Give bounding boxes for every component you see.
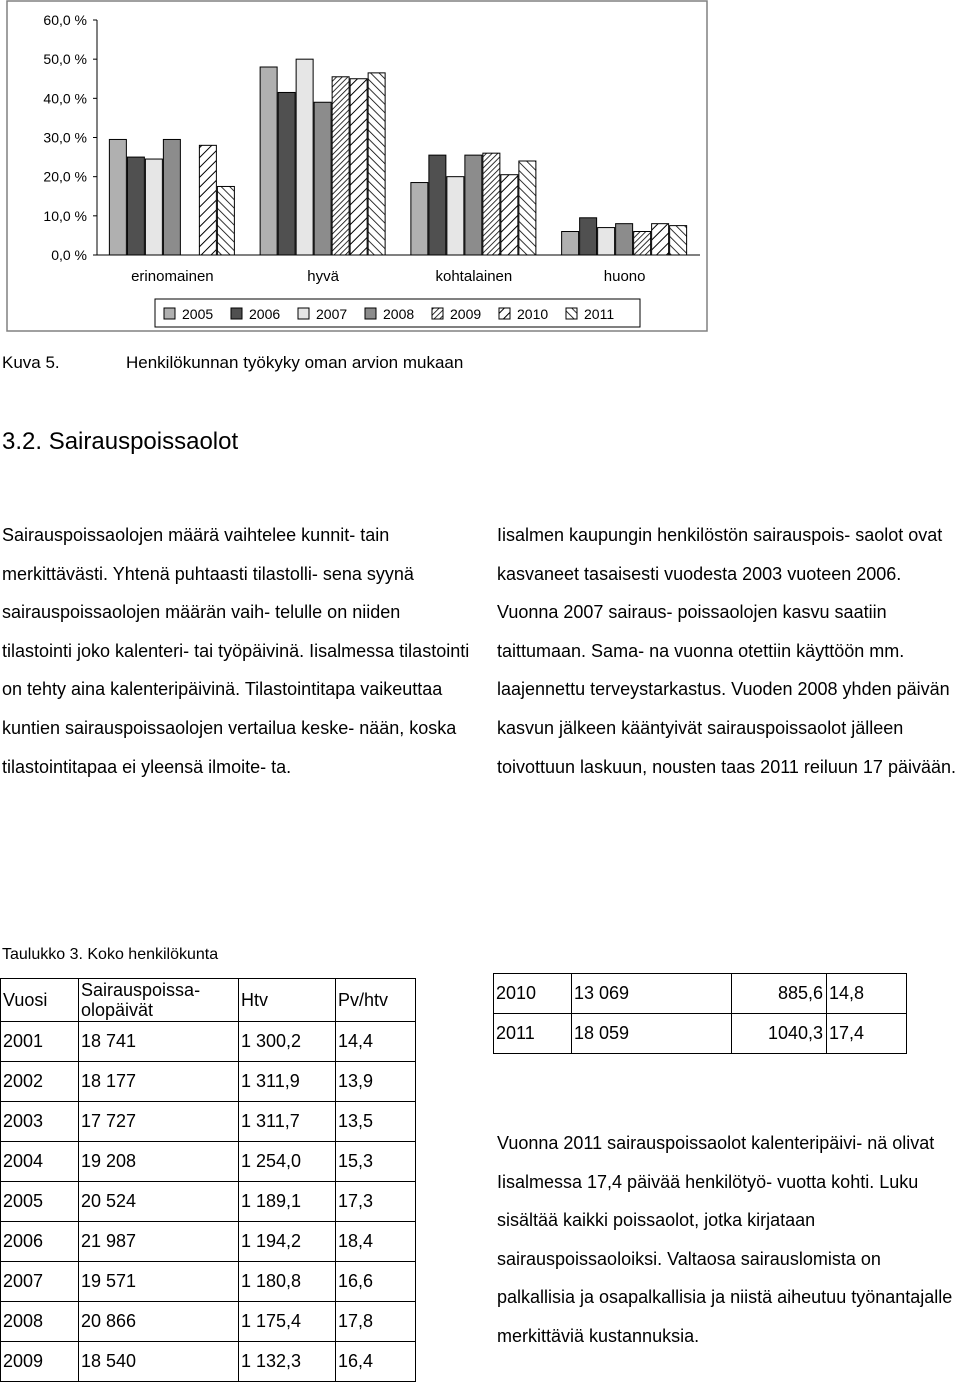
cell-year: 2005 bbox=[1, 1182, 79, 1222]
header-days bbox=[79, 979, 239, 1022]
cell-htv: 1 300,2 bbox=[239, 1022, 336, 1062]
bar-2011-huono bbox=[670, 226, 687, 255]
cell-days: 20 866 bbox=[79, 1302, 239, 1342]
bar-2010-kohtalainen bbox=[501, 175, 518, 255]
cell-days: 21 987 bbox=[79, 1222, 239, 1262]
table-row bbox=[1, 1222, 416, 1262]
legend-label: 2009 bbox=[450, 306, 482, 322]
bar-2009-huono bbox=[634, 232, 651, 256]
cell-pv-htv: 17,4 bbox=[827, 1014, 907, 1054]
table-row bbox=[494, 1014, 907, 1054]
cell-year: 2006 bbox=[1, 1222, 79, 1262]
header-htv: Htv bbox=[239, 979, 336, 1022]
absence-table bbox=[0, 978, 416, 1382]
x-tick-label: hyvä bbox=[307, 268, 339, 285]
legend-label: 2011 bbox=[584, 306, 615, 322]
table-caption: Taulukko 3. Koko henkilökunta bbox=[2, 946, 219, 963]
bar-2008-kohtalainen bbox=[465, 155, 482, 255]
bar-2005-erinomainen bbox=[109, 139, 126, 255]
table-row bbox=[1, 1142, 416, 1182]
table-row bbox=[1, 1182, 416, 1222]
bar-2011-kohtalainen bbox=[519, 161, 536, 255]
y-tick-label: 50,0 % bbox=[43, 51, 87, 68]
cell-days: 13 069 bbox=[572, 974, 732, 1014]
x-tick-label: erinomainen bbox=[131, 268, 214, 285]
header-days-line1: Sairauspoissa- bbox=[81, 980, 201, 1000]
cell-days: 19 571 bbox=[79, 1262, 239, 1302]
cell-days: 18 741 bbox=[79, 1022, 239, 1062]
paragraph-right-text: Iisalmen kaupungin henkilöstön sairauspois- saolot ovat kasvaneet tasaisesti vuodesta 2003 vuoteen 2006. Vuonna 2007 sairaus- poissaolojen kasvu saatiin taittumaan. Sama- na vuonna otettiin käyttöön mm. laajennettu terveystarkastus. Vuoden 2008 yhden päivän kasvun jälkeen kääntyivät sairauspoissaolot jälleen toivottuun laskuun, nousten taas 2011 reiluun 17 päivään. bbox=[497, 525, 956, 777]
cell-days: 17 727 bbox=[79, 1102, 239, 1142]
cell-days: 20 524 bbox=[79, 1182, 239, 1222]
paragraph-right bbox=[497, 516, 959, 786]
table-row bbox=[1, 1302, 416, 1342]
legend-swatch-2008 bbox=[365, 308, 376, 319]
paragraph-left bbox=[2, 516, 472, 786]
header-days-line2: olopäivät bbox=[81, 1000, 154, 1020]
bar-2005-huono bbox=[562, 232, 579, 256]
table-row bbox=[1, 1022, 416, 1062]
table-row bbox=[1, 1262, 416, 1302]
header-pv-htv: Pv/htv bbox=[336, 979, 416, 1022]
legend-label: 2010 bbox=[517, 306, 549, 322]
cell-htv: 1 311,7 bbox=[239, 1102, 336, 1142]
cell-days: 18 059 bbox=[572, 1014, 732, 1054]
cell-year: 2011 bbox=[494, 1014, 572, 1054]
bar-2008-hyvä bbox=[314, 102, 331, 255]
paragraph-left-text: Sairauspoissaolojen määrä vaihtelee kunnit- tain merkittävästi. Yhtenä puhtaasti tilastolli- sena syynä sairauspoissaolojen määrän vaih- telulle on niiden tilastointi joko kalenteri- tai työpäivinä. Iisalmessa tilastointi on tehty aina kalenteripäivinä. Tilastointitapa vaikeuttaa kuntien sairauspoissaolojen vertailua keske- nään, koska tilastointitapaa ei yleensä ilmoite- ta. bbox=[2, 525, 470, 777]
cell-htv: 1 194,2 bbox=[239, 1222, 336, 1262]
absence-table-continued bbox=[493, 973, 907, 1054]
legend-swatch-2007 bbox=[298, 308, 309, 319]
y-tick-label: 40,0 % bbox=[43, 90, 87, 107]
bar-2006-hyvä bbox=[278, 92, 295, 255]
cell-year: 2002 bbox=[1, 1062, 79, 1102]
cell-year: 2010 bbox=[494, 974, 572, 1014]
bar-2005-hyvä bbox=[260, 67, 277, 255]
x-tick-label: huono bbox=[603, 268, 646, 285]
chart-figure bbox=[0, 0, 960, 340]
legend-label: 2007 bbox=[316, 306, 348, 322]
bar-2008-erinomainen bbox=[163, 139, 180, 255]
figure-label: Kuva 5. bbox=[2, 353, 60, 372]
cell-days: 19 208 bbox=[79, 1142, 239, 1182]
cell-pv-htv: 17,8 bbox=[336, 1302, 416, 1342]
cell-year: 2003 bbox=[1, 1102, 79, 1142]
bar-2007-erinomainen bbox=[145, 159, 162, 255]
legend-swatch-2009 bbox=[432, 308, 443, 319]
cell-year: 2007 bbox=[1, 1262, 79, 1302]
legend-label: 2005 bbox=[182, 306, 214, 322]
bar-2007-kohtalainen bbox=[447, 177, 464, 255]
cell-days: 18 540 bbox=[79, 1342, 239, 1382]
legend-label: 2008 bbox=[383, 306, 415, 322]
table-row bbox=[1, 1102, 416, 1142]
header-year: Vuosi bbox=[1, 979, 79, 1022]
bar-2010-erinomainen bbox=[199, 145, 216, 255]
cell-pv-htv: 16,6 bbox=[336, 1262, 416, 1302]
bar-2007-huono bbox=[598, 228, 615, 255]
table-header-row bbox=[1, 979, 416, 1022]
cell-pv-htv: 15,3 bbox=[336, 1142, 416, 1182]
cell-pv-htv: 18,4 bbox=[336, 1222, 416, 1262]
cell-htv: 1 189,1 bbox=[239, 1182, 336, 1222]
legend-swatch-2005 bbox=[164, 308, 175, 319]
bar-2010-huono bbox=[652, 224, 669, 255]
cell-htv: 1040,3 bbox=[732, 1014, 827, 1054]
cell-pv-htv: 17,3 bbox=[336, 1182, 416, 1222]
bar-2009-hyvä bbox=[332, 77, 349, 255]
paragraph-right-second-text: Vuonna 2011 sairauspoissaolot kalenteripäivi- nä olivat Iisalmessa 17,4 päivää henkilötyö- vuotta kohti. Luku sisältää kaikki poissaolot, jotka kirjataan sairauspoissaoloiksi. Valtaosa sairauslomista on palkallisia ja osapalkallisia ja niistä aiheutuu työnantajalle merkittäviä kustannuksia. bbox=[497, 1133, 953, 1346]
cell-htv: 1 180,8 bbox=[239, 1262, 336, 1302]
y-tick-label: 10,0 % bbox=[43, 207, 87, 224]
y-tick-label: 60,0 % bbox=[43, 12, 87, 28]
figure-caption: Henkilökunnan työkyky oman arvion mukaan bbox=[126, 353, 464, 372]
cell-htv: 1 254,0 bbox=[239, 1142, 336, 1182]
bar-2007-hyvä bbox=[296, 59, 313, 255]
cell-pv-htv: 16,4 bbox=[336, 1342, 416, 1382]
cell-pv-htv: 13,9 bbox=[336, 1062, 416, 1102]
cell-pv-htv: 14,8 bbox=[827, 974, 907, 1014]
x-tick-label: kohtalainen bbox=[435, 268, 513, 285]
bar-2006-erinomainen bbox=[127, 157, 144, 255]
cell-pv-htv: 13,5 bbox=[336, 1102, 416, 1142]
legend-swatch-2010 bbox=[499, 308, 510, 319]
table-row bbox=[1, 1062, 416, 1102]
table-row bbox=[1, 1342, 416, 1382]
cell-htv: 1 175,4 bbox=[239, 1302, 336, 1342]
bar-2011-erinomainen bbox=[217, 186, 234, 255]
paragraph-right-second bbox=[497, 1124, 959, 1356]
cell-htv: 1 132,3 bbox=[239, 1342, 336, 1382]
cell-days: 18 177 bbox=[79, 1062, 239, 1102]
y-tick-label: 0,0 % bbox=[51, 247, 87, 263]
y-tick-label: 30,0 % bbox=[43, 129, 87, 146]
y-tick-label: 20,0 % bbox=[43, 168, 87, 185]
cell-year: 2001 bbox=[1, 1022, 79, 1062]
cell-year: 2004 bbox=[1, 1142, 79, 1182]
cell-year: 2009 bbox=[1, 1342, 79, 1382]
legend-swatch-2006 bbox=[231, 308, 242, 319]
bar-2010-hyvä bbox=[350, 79, 367, 255]
legend-swatch-2011 bbox=[566, 308, 577, 319]
bar-2011-hyvä bbox=[368, 73, 385, 255]
bar-2006-huono bbox=[580, 218, 597, 255]
cell-htv: 885,6 bbox=[732, 974, 827, 1014]
section-title: 3.2. Sairauspoissaolot bbox=[2, 428, 239, 455]
cell-year: 2008 bbox=[1, 1302, 79, 1342]
cell-pv-htv: 14,4 bbox=[336, 1022, 416, 1062]
bar-chart bbox=[0, 0, 960, 340]
table-row bbox=[494, 974, 907, 1014]
bar-2009-kohtalainen bbox=[483, 153, 500, 255]
legend-label: 2006 bbox=[249, 306, 281, 322]
bar-2008-huono bbox=[616, 224, 633, 255]
cell-htv: 1 311,9 bbox=[239, 1062, 336, 1102]
bar-2006-kohtalainen bbox=[429, 155, 446, 255]
bar-2005-kohtalainen bbox=[411, 183, 428, 255]
